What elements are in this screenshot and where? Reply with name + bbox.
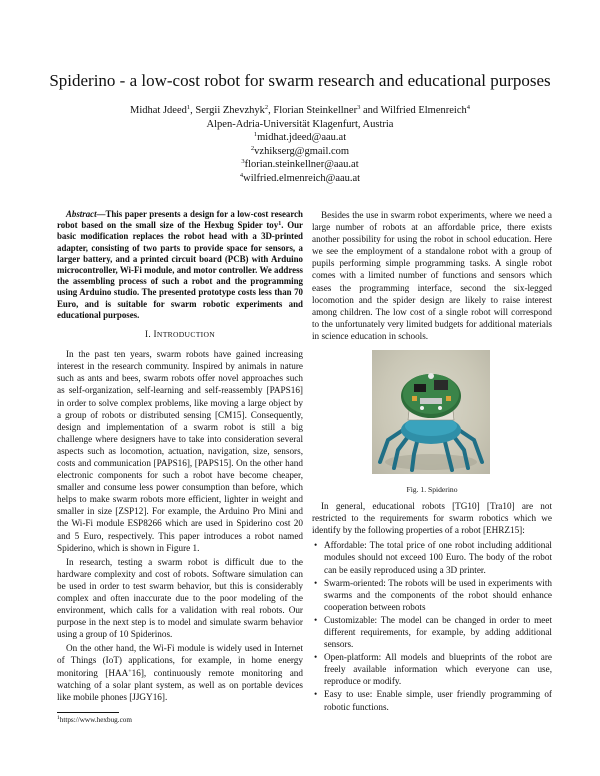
abstract <box>57 209 303 321</box>
footnote-url[interactable]: https://www.hexbug.com <box>59 715 132 724</box>
section-initial: I <box>153 329 157 340</box>
author-separator: , <box>190 105 196 116</box>
author-mark: 4 <box>466 104 470 111</box>
body-paragraph: In the past ten years, swarm robots have gained increasing interest in the research community. Inspired by animals in nature such as ants and bees, swarm robots offer novel approaches such as self-organization, self-learning and self-reassembly [PAPS16] in order to solve complex problems, like moving a large object by a group of robots or distributed sensing [CM15]. Consequently, design and implementation of a swarm robot is still a big challenge where designers have to take into consideration several aspects such as locomotion, actuation, navigation, size, sensors, costs and communication [PAPS16], [PAPS15]. On the other hand electronic components for such a robot have become cheaper, smaller and consume less power consumption than before, which helps to make swarm robots more efficient, lighter in weight and smaller in size [ZSP12]. For example, the Arduino Pro Mini and the Wi-Fi module ESP8266 which are used in Spiderino cost 20 and 5 Euro, respectively. This paper introduces a robot named Spiderino, which is shown in Figure 1. <box>57 349 303 553</box>
paragraph-text: On the other hand, the Wi-Fi module is widely used in Internet of Things (IoT) applications, for example, in home energy monitoring [HAA <box>57 643 303 678</box>
section-heading <box>57 328 303 341</box>
section-title-rest: NTRODUCTION <box>156 330 216 340</box>
email-line <box>40 131 560 145</box>
list-item: • Open-platform: All models and blueprints of the robot are freely available information which everyone can use, reproduce or modify. <box>324 651 552 687</box>
list-item: • Affordable: The total price of one robot including additional modules should not exceed 100 Euro. The body of the robot can be easily reproduced using a 3D printer. <box>324 539 552 575</box>
footnote-mark: 1 <box>278 221 282 228</box>
email-mark: 3 <box>241 158 245 165</box>
robot-photo <box>372 350 490 474</box>
email-address[interactable]: midhat.jdeed@aau.at <box>257 132 347 143</box>
right-column <box>312 209 552 714</box>
footnote-divider <box>57 712 119 713</box>
email-mark: 2 <box>250 144 255 152</box>
author-mark: 1 <box>186 104 191 111</box>
author-separator: , <box>268 105 274 116</box>
email-mark: 4 <box>239 171 244 179</box>
figure-1 <box>312 350 552 496</box>
list-item: • Easy to use: Enable simple, user friendly programming of robotic functions. <box>324 688 552 712</box>
author-mark: 2 <box>264 104 269 111</box>
author-name: Wilfried Elmenreich <box>380 105 467 116</box>
list-item: • Swarm-oriented: The robots will be used in experiments with swarms and the components of the robot should enhance cooperation between robots <box>324 577 552 613</box>
email-address[interactable]: wilfried.elmenreich@aau.at <box>243 172 361 184</box>
email-line <box>40 158 560 172</box>
abstract-rest: . Our basic modification replaces the robot head with a 3D-printed adapter, consisting of two parts to provide space for sensors, a larger battery, and a printed circuit board (PCB) with Arduino microcontroller, Wi-Fi module, and motor controller. We address the assembling process of such a robot and the programming using Arduino studio. The presented prototype costs less than 70 Euro, and is suitable for swarm robotic experiments and educational purposes. <box>57 220 303 320</box>
author-name: Midhat Jdeed <box>130 105 187 116</box>
email-line <box>40 172 560 186</box>
affiliation: Alpen-Adria-Universität Klagenfurt, Austria <box>206 118 394 130</box>
abstract-lead: Abstract— <box>66 209 106 219</box>
paragraph-text: 16], continuously remote monitoring and watching of a solar plant system, as well as on portable devices like mobile phones [JJGY16]. <box>57 667 303 702</box>
body-paragraph: In general, educational robots [TG10] [Tra10] are not restricted to the requirements for swarm robotics which we identify by the following properties of a robot [EHRZ15]: <box>312 501 552 536</box>
spiderino-robot-illustration <box>372 350 490 474</box>
author-name: Florian Steinkellner <box>273 105 358 116</box>
left-column <box>57 209 303 725</box>
author-and: and <box>360 105 381 116</box>
list-item: • Customizable: The model can be changed in order to meet different requirements, for example, by adding additional sensors. <box>324 614 552 650</box>
paper-title: Spiderino - a low-cost robot for swarm research and educational purposes <box>49 71 551 90</box>
email-address[interactable]: florian.steinkellner@aau.at <box>244 159 359 170</box>
author-name: Sergii Zhevzhyk <box>195 105 265 116</box>
email-line <box>40 145 560 159</box>
abstract-text: This paper presents a design for a low-cost research robot based on the small size of the Hexbug Spider toy <box>57 209 303 231</box>
citation-sup: + <box>128 668 132 675</box>
body-paragraph: In research, testing a swarm robot is difficult due to the hardware complexity and cost of robots. Software simulation can be used in order to test swarm behavior, but this is considerably complex and often inaccurate due to the poor modeling of the environment, which calls for a validation with real robots. Our purpose in the next step is to model and simulate swarm behavior using a group of 10 Spiderinos. <box>57 556 303 640</box>
email-address[interactable]: vzhikserg@gmail.com <box>254 145 350 157</box>
author-mark: 3 <box>357 104 361 111</box>
footnote-mark: 1 <box>57 714 60 721</box>
author-block <box>40 104 560 185</box>
body-paragraph: Besides the use in swarm robot experiments, where we need a large number of robots at an affordable price, there exists another possibility for using the robot in school education. Here we see the employment of a standalone robot with a group of pupils performing simple programming tasks. A single robot comes with a limited number of functions and sensors which eases the programming interface, second the six-legged locomotion and the spider design are likely to raise interest among children. The low cost of a single robot will correspond to the unfortunately very limited budgets for additional materials in science education in schools. <box>312 210 552 341</box>
requirements-list <box>312 539 552 712</box>
footnote <box>57 716 303 725</box>
author-list <box>40 104 560 118</box>
figure-caption: Fig. 1. Spiderino <box>406 485 458 495</box>
email-mark: 1 <box>253 131 258 138</box>
body-paragraph <box>57 642 303 702</box>
section-numeral: I. <box>144 329 151 340</box>
